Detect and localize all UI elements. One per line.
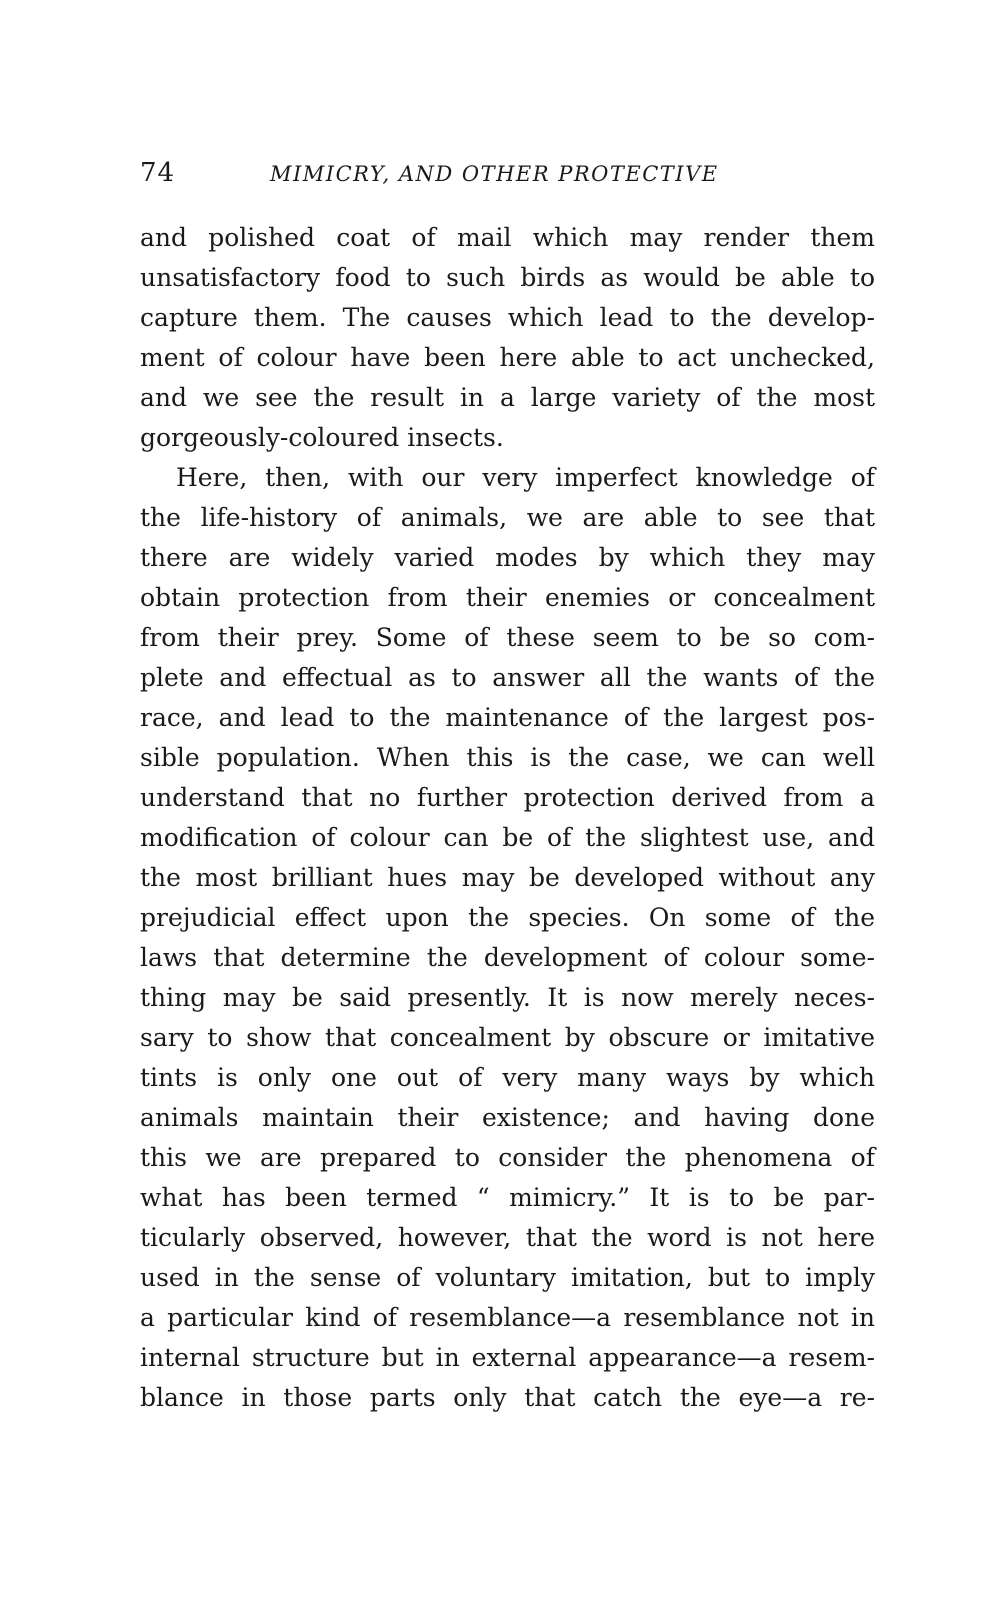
text-line: and we see the result in a large variety of the most bbox=[140, 383, 875, 412]
text-line: ment of colour have been here able to act unchecked, bbox=[140, 343, 875, 372]
text-line: there are widely varied modes by which they may bbox=[140, 543, 875, 572]
text-line: laws that determine the development of colour some- bbox=[140, 943, 875, 972]
text-line: race, and lead to the maintenance of the largest pos- bbox=[140, 703, 875, 732]
text-line: prejudicial effect upon the species. On some of the bbox=[140, 903, 875, 932]
text-line: modification of colour can be of the slightest use, and bbox=[140, 823, 875, 852]
text-line: plete and effectual as to answer all the wants of the bbox=[140, 663, 875, 692]
text-line: used in the sense of voluntary imitation, but to imply bbox=[140, 1263, 875, 1292]
text-line: blance in those parts only that catch the eye—a re- bbox=[140, 1383, 875, 1412]
body-text bbox=[140, 218, 875, 1418]
text-line: sary to show that concealment by obscure or imitative bbox=[140, 1023, 875, 1052]
text-line: Here, then, with our very imperfect knowledge of bbox=[176, 463, 875, 492]
running-head bbox=[140, 158, 880, 198]
text-line: the most brilliant hues may be developed without any bbox=[140, 863, 875, 892]
text-line: the life-history of animals, we are able to see that bbox=[140, 503, 875, 532]
text-line: understand that no further protection derived from a bbox=[140, 783, 875, 812]
text-line: thing may be said presently. It is now merely neces- bbox=[140, 983, 875, 1012]
text-line: a particular kind of resemblance—a resemblance not in bbox=[140, 1303, 875, 1332]
text-line: from their prey. Some of these seem to be so com- bbox=[140, 623, 875, 652]
text-line: gorgeously-coloured insects. bbox=[140, 423, 504, 452]
page-number: 74 bbox=[140, 158, 176, 188]
text-line: animals maintain their existence; and having done bbox=[140, 1103, 875, 1132]
text-line: and polished coat of mail which may render them bbox=[140, 223, 875, 252]
running-title: MIMICRY, AND OTHER PROTECTIVE bbox=[270, 162, 719, 186]
text-line: this we are prepared to consider the phenomena of bbox=[140, 1143, 875, 1172]
text-line: ticularly observed, however, that the word is not here bbox=[140, 1223, 875, 1252]
text-line: sible population. When this is the case, we can well bbox=[140, 743, 875, 772]
text-line: obtain protection from their enemies or concealment bbox=[140, 583, 875, 612]
text-line: capture them. The causes which lead to the develop- bbox=[140, 303, 875, 332]
text-line: tints is only one out of very many ways by which bbox=[140, 1063, 875, 1092]
text-line: unsatisfactory food to such birds as would be able to bbox=[140, 263, 875, 292]
text-line: what has been termed “ mimicry.” It is to be par- bbox=[140, 1183, 875, 1212]
text-line: internal structure but in external appearance—a resem- bbox=[140, 1343, 875, 1372]
